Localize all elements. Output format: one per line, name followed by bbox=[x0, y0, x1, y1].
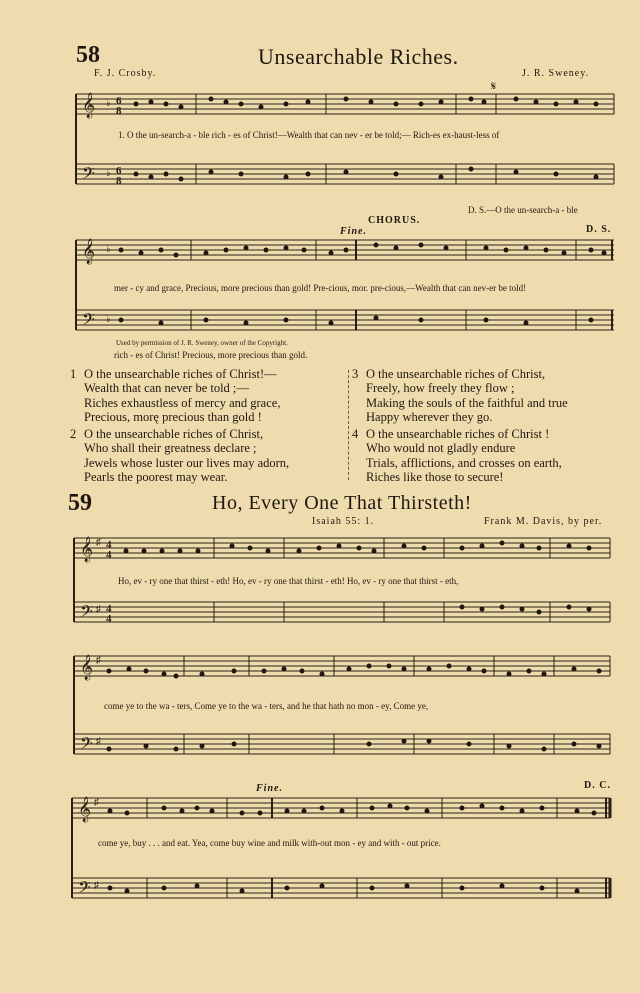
svg-text:4: 4 bbox=[106, 539, 112, 551]
lyric-59-line1: Ho, ev - ry one that thirst - eth! Ho, ev - ry one that thirst - eth! Ho, ev - ry one that thirst - eth, bbox=[118, 576, 459, 586]
svg-text:♯: ♯ bbox=[96, 736, 101, 747]
hymn-number-59: 59 bbox=[68, 490, 92, 516]
svg-text:♭: ♭ bbox=[106, 244, 111, 255]
lyric-58-line1: 1. O the un-search-a - ble rich - es of Christ!—Wealth that can nev - er be told;— Rich-es ex-haust-less of bbox=[118, 130, 500, 140]
dc-marker-59: D. C. bbox=[584, 780, 611, 791]
time-sig-bottom: 8 bbox=[116, 105, 122, 117]
ds-marker-58: D. S. bbox=[586, 224, 612, 235]
lyric-59-line3: come ye, buy . . . and eat. Yea, come buy wine and milk with-out mon - ey and with - out price. bbox=[98, 838, 441, 848]
svg-text:𝄞: 𝄞 bbox=[82, 238, 96, 263]
chorus-label: CHORUS. bbox=[368, 215, 421, 226]
lyric-58-line3: rich - es of Christ! Precious, more precious than gold. bbox=[114, 350, 308, 360]
svg-text:𝄢: 𝄢 bbox=[78, 879, 91, 901]
svg-text:♯: ♯ bbox=[96, 604, 101, 615]
verse-divider bbox=[348, 370, 350, 480]
svg-text:6: 6 bbox=[116, 165, 122, 177]
lyric-58-line2: mer - cy and grace, Precious, more precious than gold! Pre-cious, mor. pre-cious,—Wealth that can nev-er be told! bbox=[114, 283, 527, 293]
copyright-note: Used by permission of J. R. Sweney, owner of the Copyright. bbox=[116, 339, 288, 347]
svg-text:𝄢: 𝄢 bbox=[80, 603, 93, 625]
svg-text:𝄢: 𝄢 bbox=[80, 735, 93, 757]
svg-text:𝄞: 𝄞 bbox=[80, 654, 94, 679]
svg-text:♭: ♭ bbox=[106, 314, 111, 325]
ds-lyric-58: D. S.—O the un-search-a - ble bbox=[468, 205, 578, 215]
lyric-59-line2: come ye to the wa - ters, Come ye to the wa - ters, and he that hath no mon - ey, Come ye, bbox=[104, 701, 429, 711]
composer-credit-59: Frank M. Davis, by per. bbox=[484, 516, 603, 527]
svg-text:♯: ♯ bbox=[96, 655, 101, 666]
scripture-ref-59: Isaiah 55: 1. bbox=[312, 516, 375, 527]
svg-text:♯: ♯ bbox=[94, 880, 99, 891]
svg-text:𝄞: 𝄞 bbox=[82, 92, 96, 117]
svg-text:𝄞: 𝄞 bbox=[78, 796, 92, 821]
svg-text:4: 4 bbox=[106, 613, 112, 625]
svg-text:♯: ♯ bbox=[94, 797, 99, 808]
hymn-title-59: Ho, Every One That Thirsteth! bbox=[212, 492, 472, 514]
verse-2: 2 O the unsearchable riches of Christ, Who shall their greatness declare ; Jewels whose luster our lives may adorn, Pearls the poorest may wear. bbox=[70, 427, 290, 485]
verse-1: 1 O the unsearchable riches of Christ!— Wealth that can never be told ;— Riches exhaustless of mercy and grace, Precious, morę precious than gold ! bbox=[70, 367, 281, 425]
svg-text:4: 4 bbox=[106, 549, 112, 561]
svg-text:8: 8 bbox=[116, 175, 122, 187]
hymn-number-58: 58 bbox=[76, 42, 100, 68]
svg-text:♭: ♭ bbox=[106, 168, 111, 179]
composer-credit-58: J. R. Sweney. bbox=[522, 68, 590, 79]
staff-system-59-3 bbox=[72, 790, 614, 920]
time-sig-top: 6 bbox=[116, 95, 122, 107]
author-credit-58: F. J. Crosby. bbox=[94, 68, 157, 79]
verse-4: 4 O the unsearchable riches of Christ ! Who would not gladly endure Trials, afflictions, and crosses on earth, Riches like those to secure! bbox=[352, 427, 562, 485]
svg-text:𝄋: 𝄋 bbox=[491, 79, 497, 93]
staff-system-58-1 bbox=[76, 79, 616, 206]
svg-text:𝄢: 𝄢 bbox=[82, 311, 95, 333]
svg-text:♯: ♯ bbox=[96, 537, 101, 548]
svg-text:𝄢: 𝄢 bbox=[82, 165, 95, 187]
svg-text:𝄞: 𝄞 bbox=[80, 536, 94, 561]
fine-marker-58: Fine. bbox=[340, 226, 367, 237]
fine-marker-59: Fine. bbox=[256, 783, 283, 794]
svg-text:♭: ♭ bbox=[106, 98, 111, 109]
svg-text:4: 4 bbox=[106, 603, 112, 615]
hymn-title-58: Unsearchable Riches. bbox=[258, 44, 459, 69]
verse-3: 3 O the unsearchable riches of Christ, Freely, how freely they flow ; Making the souls of the faithful and true Happy wherever they go. bbox=[352, 367, 568, 425]
